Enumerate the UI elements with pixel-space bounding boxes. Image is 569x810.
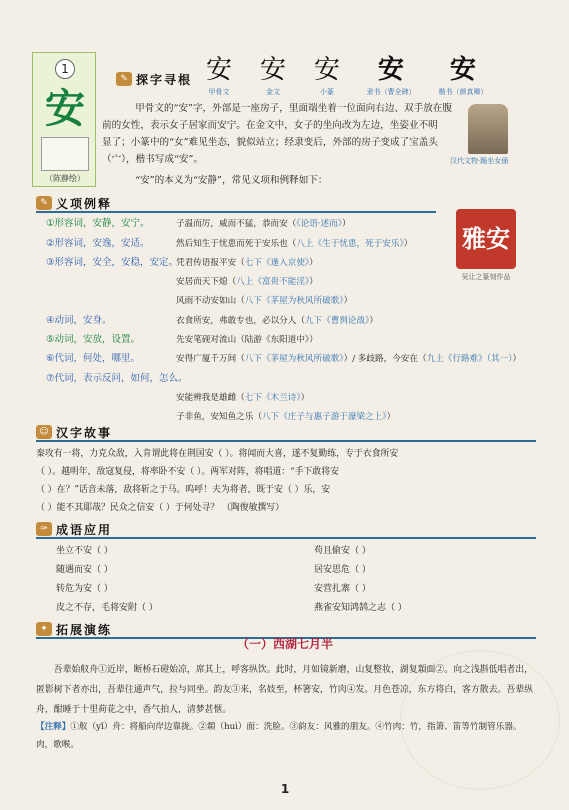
hero-card (32, 52, 96, 187)
idiom-item: 随遇而安（ ） (56, 565, 113, 575)
artifact-caption: 汉代文物·跪坐女俑 (450, 157, 509, 165)
notes-label: 【注释】 (36, 722, 71, 732)
example-3c: 风雨不动安如山（八下《茅屋为秋风所破歌》） (176, 296, 353, 306)
meaning-6: ⑥代词，何处，哪里。 (46, 353, 141, 364)
meaning-1: ①形容词，安静，安宁。 (46, 218, 150, 229)
example-6: 安得广厦千万间（八下《茅屋为秋风所破歌》）/ 多歧路，今安在（九上《行路难》（其一）） (176, 354, 522, 364)
example-5: 先安笔砚对流山（陆游《东阳道中》） (176, 335, 318, 345)
hero-caption: （陈静绘） (45, 174, 85, 183)
section-extension-label: 拓展演练 (56, 622, 113, 637)
divider (36, 440, 536, 442)
book-icon: ✎ (36, 196, 52, 210)
hero-character: 安 (45, 86, 85, 132)
example-3a: 凭君传语报平安（七下《逢入京使》） (176, 258, 318, 268)
glyph-seal: 安 小篆 (313, 55, 340, 96)
artifact-figure (468, 104, 508, 154)
story-line-1: 秦攻有一将，力克众敌，入肯谓此将在荆国安（ ）。将闻而大喜，遂不复勤练，专于衣食所安 (36, 449, 399, 459)
example-2: 然后知生于忧患而死于安乐也（八上《生于忧患，死于安乐》） (176, 239, 413, 249)
idiom-item: 燕雀安知鸿鹄之志（ ） (314, 603, 407, 613)
example-1: 子温而厉，威而不猛，恭而安（《论语·述而》） (176, 219, 351, 229)
divider (36, 211, 436, 213)
origin-line-3: 显了；小篆中的“女”难见坐态，貌似站立；经隶变后，外部的房子变成了宝盖头 (102, 137, 438, 148)
idiom-item: 转危为安（ ） (56, 584, 113, 594)
story-line-3: （ ）在？”话音未落，敌将斩之于马。呜呼！夫为将者，既于安（ ）乐，安 (36, 485, 331, 495)
example-7a: 安能辨我是雄雌（七下《木兰诗》） (176, 393, 310, 403)
section-story (36, 423, 112, 441)
reading-title: （一）西湖七月半 (236, 637, 333, 651)
origin-line-5: “安”的本义为“安静”，常见义项和例释如下： (135, 175, 328, 186)
section-origin (116, 70, 192, 88)
glyph-bronze: 安 金文 (259, 55, 286, 96)
meaning-7: ⑦代词，表示反问，如何，怎么。 (46, 373, 188, 384)
meaning-5: ⑤动词，安放，设置。 (46, 334, 141, 345)
meaning-3: ③形容词，安全，安稳，安定。 (46, 257, 179, 268)
lamp-icon: ✦ (36, 622, 52, 636)
section-extension (36, 620, 112, 638)
section-origin-label: 探字寻根 (136, 72, 193, 87)
page-number: 1 (280, 782, 290, 796)
idiom-item: 苟且偷安（ ） (314, 546, 371, 556)
section-story-label: 汉字故事 (56, 425, 113, 440)
pavilion-illustration (41, 137, 89, 171)
seal-caption: 吴让之篆刻作品 (461, 273, 511, 281)
idiom-item: 坐立不安（ ） (56, 546, 113, 556)
book-icon: ✎ (116, 72, 132, 86)
seal-stamp: 雅安 (456, 209, 516, 269)
example-3b: 安居而天下熄（八上《富贵不能淫》） (176, 277, 318, 287)
example-4: 衣食所安，弗敢专也，必以分人（九下《曹刿论战》） (176, 316, 378, 326)
lesson-number: 1 (55, 59, 75, 79)
reading-body: 吾辈始舣舟①近岸，断桥石磴始凉，席其上，呼客纵饮。此时，月如镜新磨，山复整妆，湖复頮面②。向之浅斟低唱者出，匿影树下者亦出，吾辈往通声气，拉与同坐。韵友③来，名妓至，杯箸安，竹肉④发。月色苍凉，东方将白，客方散去。吾辈纵舟，酣睡于十里荷花之中，香气拍人，清梦甚惬。 (36, 665, 534, 715)
section-idioms (36, 520, 112, 538)
divider (36, 537, 536, 539)
origin-line-4: （宀），楷书写成“安”。 (102, 154, 203, 165)
brush-icon: ✑ (36, 522, 52, 536)
notes-text: ①舣（yǐ）舟：将船向岸边靠拢。②頮（huì）面：洗脸。③韵友：风雅的朋友。④竹肉：竹，指箫、笛等竹制管乐器。肉，歌喉。 (36, 722, 522, 750)
glyph-regular: 安 楷书（颜真卿） (438, 55, 488, 96)
meaning-4: ④动词，安身。 (46, 315, 112, 326)
meaning-2: ②形容词，安逸，安适。 (46, 238, 150, 249)
story-line-2: （ ）。越明年，敌寇复侵，将率卧不安（ ）。两军对阵，将唱道：“手下敢将安 (36, 467, 340, 477)
idiom-item: 居安思危（ ） (314, 565, 371, 575)
reading-notes (36, 718, 536, 754)
story-line-4: （ ）能不其耶哉？民众之信安（ ）于何处寻？ （陶俊敏撰写） (36, 503, 285, 513)
section-meanings-label: 义项例释 (56, 196, 113, 211)
glyph-oracle: 安 甲骨文 (205, 55, 232, 96)
section-meanings (36, 194, 112, 212)
idiom-item: 安营扎寨（ ） (314, 584, 371, 594)
glyph-clerical: 安 隶书（曹全碑） (366, 55, 416, 96)
example-7b: 子非鱼，安知鱼之乐（八下《庄子与惠子游于濠梁之上》） (176, 412, 396, 422)
figure-icon: ☺ (36, 425, 52, 439)
idiom-item: 皮之不存，毛将安附（ ） (56, 603, 158, 613)
origin-line-2: 前的女性，表示女子居家而安宁。在金文中，女子的坐向改为左边，坐姿业不明 (102, 120, 438, 131)
section-idioms-label: 成语应用 (56, 522, 113, 537)
origin-line-1: 甲骨文的“安”字，外部是一座房子，里面端坐着一位面向右边、双手放在腹 (135, 103, 452, 114)
